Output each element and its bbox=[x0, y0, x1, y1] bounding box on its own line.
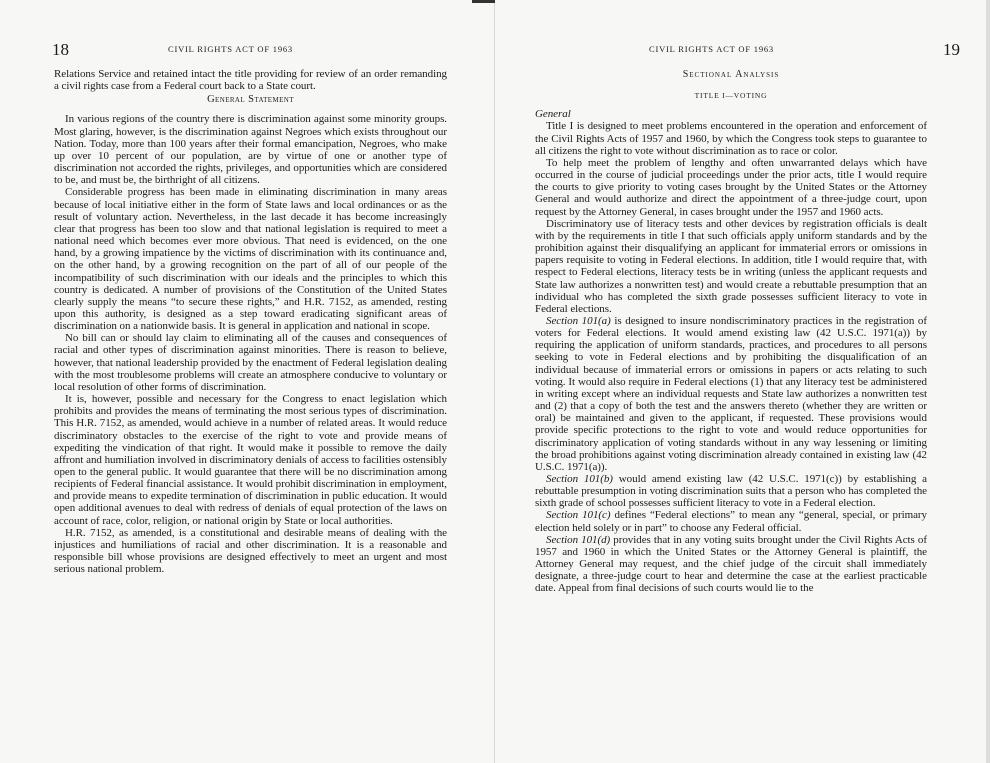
text-column bbox=[54, 68, 447, 575]
section-reference: Section 101(d) bbox=[546, 533, 611, 546]
text-column bbox=[535, 66, 927, 595]
body-paragraph: It is, however, possible and necessary for the Congress to enact legislation which prohibits and provides the means of terminating the most serious types of discrimination. This H.R. 7152, as amended, would achieve in a number of related areas. It would reduce discriminatory obstacles to the exercise of the right to vote and provide means of expediting the vindication of that right. It would make it possible to remove the daily affront and humiliation involved in discriminatory denials of access to facilities ostensibly open to the general public. It would guarantee that there will be no discrimination among recipients of Federal financial assistance. It would prohibit discrimination in employment, and provide means to expedite termination of discrimination in public education. It would open additional avenues to deal with redress of denials of equal protection of the laws on account of race, color, religion, or national origin by State or local authorities. bbox=[54, 393, 447, 527]
section-paragraph bbox=[535, 473, 927, 509]
section-text: is designed to insure nondiscriminatory practices in the registration of voters for Federal elections. It would amend existing law (42 U.S.C. 1971(a)) by requiring the application of uniform standards, practices, and procedures to all persons seeking to vote in Federal elections and by prohibiting the disqualification of an individual because of immaterial errors or omissions in papers or acts relating to such voting. It would also require in Federal elections (1) that any literacy test be administered in writing except where an individual requests and State law authorizes a nonwritten test and (2) that a copy of both the test and the answers thereto (whether they are written or oral) be maintained and given to the applicant, if requested. These provisions would provide specific protections to the right to vote and would reduce opportunities for discriminatory application of voting standards without in any way lessening or limiting the broad prohibitions against voting discrimination already contained in existing law (42 U.S.C. 1971(a)). bbox=[535, 314, 927, 473]
section-reference: Section 101(a) bbox=[546, 314, 611, 327]
body-paragraph: H.R. 7152, as amended, is a constitutional and desirable means of dealing with the injustices and humiliations of racial and other discrimination. It is a reasonable and responsible bill whose provisions are designed effectively to meet an urgent and most serious national problem. bbox=[54, 526, 447, 576]
page-number: 18 bbox=[52, 40, 69, 59]
page-edge bbox=[986, 0, 990, 763]
section-reference: Section 101(b) bbox=[546, 473, 613, 485]
subheading: General bbox=[535, 108, 571, 121]
section-reference: Section 101(c) bbox=[546, 509, 611, 522]
section-heading: General Statement bbox=[207, 94, 294, 106]
section-paragraph bbox=[535, 315, 927, 473]
body-paragraph: Considerable progress has been made in eliminating discrimination in many areas because of local initiative either in the form of State laws and local ordinances or as the result of voluntary action. Nevertheless, in the last decade it has become increasingly clear that progress has been too slow and that national legislation is required to meet a national need which becomes ever more obvious. That need is evidenced, on the one hand, by a growing impatience by the victims of discrimination with its continuance and, on the other hand, by a growing recognition on the part of all of our people of the incompatibility of such discrimination with our ideals and the principles to which this country is dedicated. A number of provisions of the Constitution of the United States clearly supply the means “to secure these rights,” and H.R. 7152, as amended, resting upon this authority, is designed as a step toward eradicating significant areas of discrimination on a nationwide basis. It is general in application and national in scope. bbox=[54, 186, 447, 333]
body-paragraph: To help meet the problem of lengthy and often unwarranted delays which have occurred in the course of judicial proceedings under the prior acts, title I would require the courts to give priority to voting cases brought by the United States or the Attorney General and would authorize and direct the appointment of a three-judge court, upon request by the Attorney General, in cases brought under the 1957 and 1960 acts. bbox=[535, 156, 927, 218]
section-paragraph bbox=[535, 534, 927, 595]
section-paragraph bbox=[535, 509, 927, 533]
section-text: would amend existing law (42 U.S.C. 1971(c)) by establishing a rebuttable presumption in voting discrimination suits that a person who has completed the sixth grade of school possesses sufficient literacy to vote in a Federal election. bbox=[535, 473, 927, 510]
body-paragraph: No bill can or should lay claim to eliminating all of the causes and consequences of racial and other types of discrimination against minorities. There is reason to believe, however, that national leadership provided by the enactment of Federal legislation dealing with the most troublesome problems will create an atmosphere conducive to voluntary or local resolution of other forms of discrimination. bbox=[54, 332, 447, 393]
body-paragraph: In various regions of the country there is discrimination against some minority groups. Most glaring, however, is the discrimination against Negroes which exists throughout our Nation. Today, more than 100 years after their formal emancipation, Negroes, who make up over 10 percent of our population, are by virtue of one or another type of discrimination not accorded the rights, privileges, and opportunities which are considered to be, and must be, the birthright of all citizens. bbox=[54, 113, 447, 187]
continuation-paragraph: Relations Service and retained intact the title providing for review of an order remanding a civil rights case from a Federal court back to a State court. bbox=[54, 68, 447, 93]
right-page bbox=[495, 0, 990, 763]
running-head: CIVIL RIGHTS ACT OF 1963 bbox=[649, 44, 774, 54]
section-text: defines “Federal elections” to mean any “general, special, or primary election held solely or in part” to choose any Federal official. bbox=[535, 509, 927, 534]
section-heading: Sectional Analysis bbox=[682, 69, 780, 80]
title-heading: TITLE I—VOTING bbox=[694, 91, 768, 101]
body-paragraph: Discriminatory use of literacy tests and other devices by registration officials is dealt with by the requirements in title I that such officials apply uniform standards and by the prohibition against their disqualifying an applicant for immaterial errors or omissions in papers requisite to voting in Federal elections. In addition, title I would require that, with respect to Federal elections, literacy tests be in writing (unless the applicant requests and State law authorizes a nonwritten test) and would create a rebuttable presumption that an individual who has completed the sixth grade possesses sufficient literacy to vote in Federal elections. bbox=[535, 217, 927, 315]
page-number: 19 bbox=[943, 40, 960, 59]
section-text: provides that in any voting suits brought under the Civil Rights Acts of 1957 and 1960 in which the United States or the Attorney General is plaintiff, the Attorney General may request, and the chief judge of the circuit shall immediately designate, a three-judge court to hear and determine the case at the earliest practicable date. Appeal from final decisions of such courts would lie to the bbox=[535, 533, 927, 595]
running-head: CIVIL RIGHTS ACT OF 1963 bbox=[168, 44, 293, 54]
body-paragraph: Title I is designed to meet problems encountered in the operation and enforcement of the Civil Rights Acts of 1957 and 1960, by which the Congress took steps to guarantee to all citizens the right to vote without discrimination as to race or color. bbox=[535, 120, 927, 157]
